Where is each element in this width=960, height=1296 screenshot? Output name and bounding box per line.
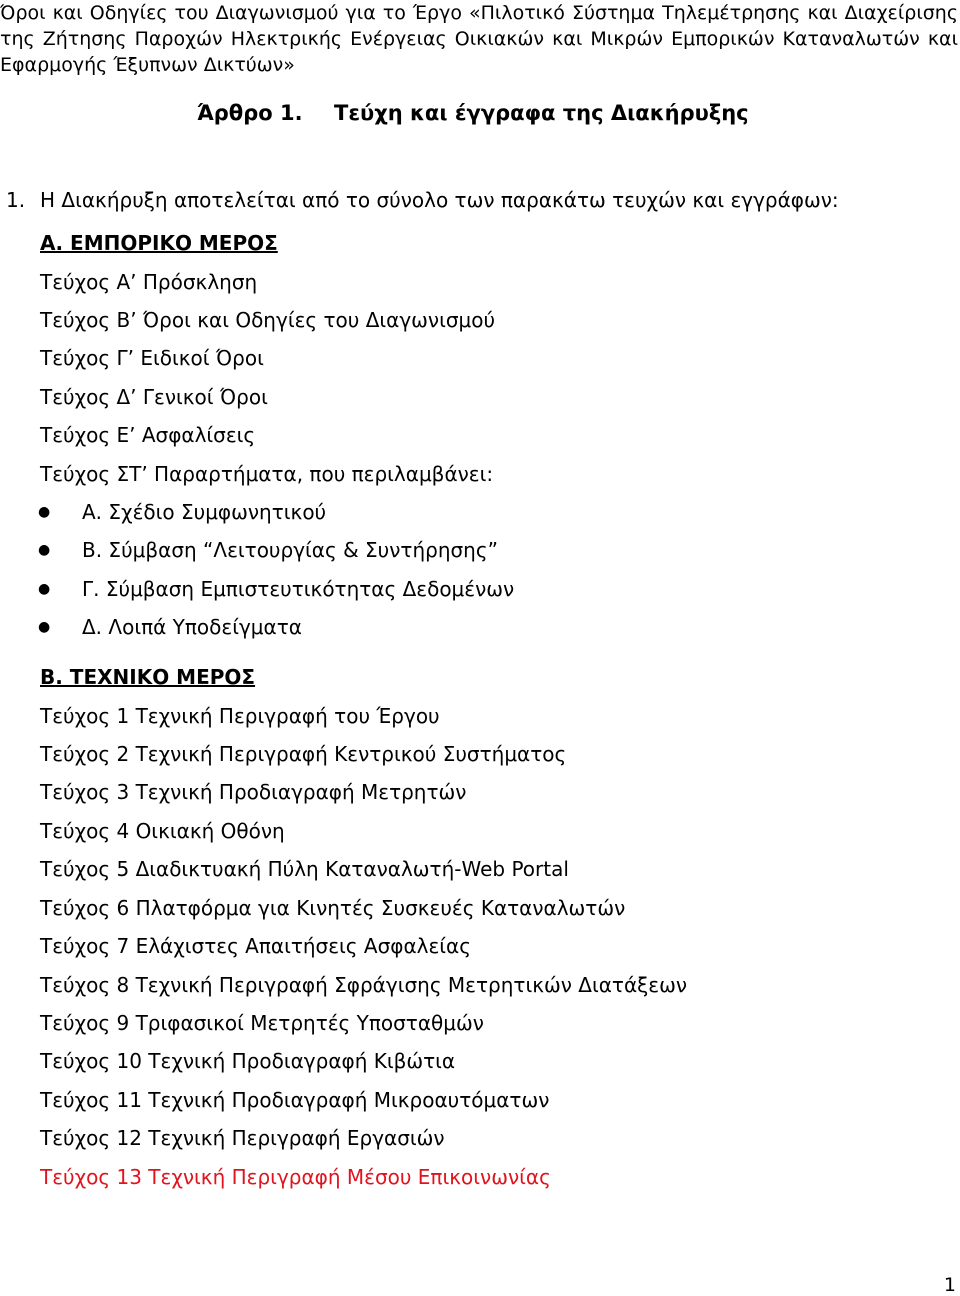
section-b-item: Τεύχος 9 Τριφασικοί Μετρητές Υποσταθμών [40, 1011, 484, 1035]
section-b-item: Τεύχος 11 Τεχνική Προδιαγραφή Μικροαυτόματων [40, 1088, 550, 1112]
section-b-item: Τεύχος 4 Οικιακή Οθόνη [40, 819, 285, 843]
bullet-item [38, 497, 327, 527]
bullet-icon: ● [38, 542, 51, 558]
bullet-item [38, 612, 302, 642]
section-b-heading: Β. ΤΕΧΝΙΚΟ ΜΕΡΟΣ [40, 665, 256, 689]
section-b-item: Τεύχος 8 Τεχνική Περιγραφή Σφράγισης Μετρητικών Διατάξεων [40, 973, 688, 997]
bullet-text: Δ. Λοιπά Υποδείγματα [82, 615, 302, 639]
bullet-icon: ● [38, 619, 51, 635]
section-a-item: Τεύχος Ε’ Ασφαλίσεις [40, 423, 256, 447]
section-a-item: Τεύχος Γ’ Ειδικοί Όροι [40, 346, 264, 370]
bullet-icon: ● [38, 581, 51, 597]
section-b-item: Τεύχος 1 Τεχνική Περιγραφή του Έργου [40, 704, 440, 728]
page-number: 1 [943, 1274, 956, 1296]
section-a-heading: Α. ΕΜΠΟΡΙΚΟ ΜΕΡΟΣ [40, 231, 278, 255]
section-b-item: Τεύχος 6 Πλατφόρμα για Κινητές Συσκευές Καταναλωτών [40, 896, 626, 920]
bullet-item [38, 535, 498, 565]
bullet-item [38, 574, 515, 604]
section-b-item: Τεύχος 5 Διαδικτυακή Πύλη Καταναλωτή-Web Portal [40, 857, 569, 881]
section-b-item: Τεύχος 12 Τεχνική Περιγραφή Εργασιών [40, 1126, 445, 1150]
section-a-item: Τεύχος Β’ Όροι και Οδηγίες του Διαγωνισμού [40, 308, 496, 332]
section-b-item: Τεύχος 3 Τεχνική Προδιαγραφή Μετρητών [40, 780, 467, 804]
section-b-item-highlighted: Τεύχος 13 Τεχνική Περιγραφή Μέσου Επικοινωνίας [40, 1165, 551, 1189]
bullet-icon: ● [38, 504, 51, 520]
intro-number: 1. [6, 188, 26, 212]
intro-text: Η Διακήρυξη αποτελείται από το σύνολο των παρακάτω τευχών και εγγράφων: [40, 188, 839, 212]
bullet-text: Α. Σχέδιο Συμφωνητικού [82, 500, 327, 524]
intro-paragraph [6, 185, 839, 215]
section-b-item: Τεύχος 10 Τεχνική Προδιαγραφή Κιβώτια [40, 1049, 456, 1073]
section-b-item: Τεύχος 7 Ελάχιστες Απαιτήσεις Ασφαλείας [40, 934, 471, 958]
document-header: Όροι και Οδηγίες του Διαγωνισμού για το Έργο «Πιλοτικό Σύστημα Τηλεμέτρησης και Διαχείρισης της Ζήτησης Παροχών Ηλεκτρικής Ενέργειας Οικιακών και Μικρών Εμπορικών Καταναλωτών και Εφαρμογής Έξυπνων Δικτύων» [0, 2, 958, 76]
section-b-item: Τεύχος 2 Τεχνική Περιγραφή Κεντρικού Συστήματος [40, 742, 567, 766]
bullet-text: Γ. Σύμβαση Εμπιστευτικότητας Δεδομένων [82, 577, 515, 601]
section-a-item: Τεύχος Α’ Πρόσκληση [40, 270, 258, 294]
bullet-text: Β. Σύμβαση “Λειτουργίας & Συντήρησης” [82, 538, 498, 562]
article-title: Τεύχη και έγγραφα της Διακήρυξης [334, 101, 749, 125]
section-a-item: Τεύχος ΣΤ’ Παραρτήματα, που περιλαμβάνει: [40, 462, 494, 486]
article-number: Άρθρο 1. [197, 101, 303, 125]
section-a-item: Τεύχος Δ’ Γενικοί Όροι [40, 385, 268, 409]
